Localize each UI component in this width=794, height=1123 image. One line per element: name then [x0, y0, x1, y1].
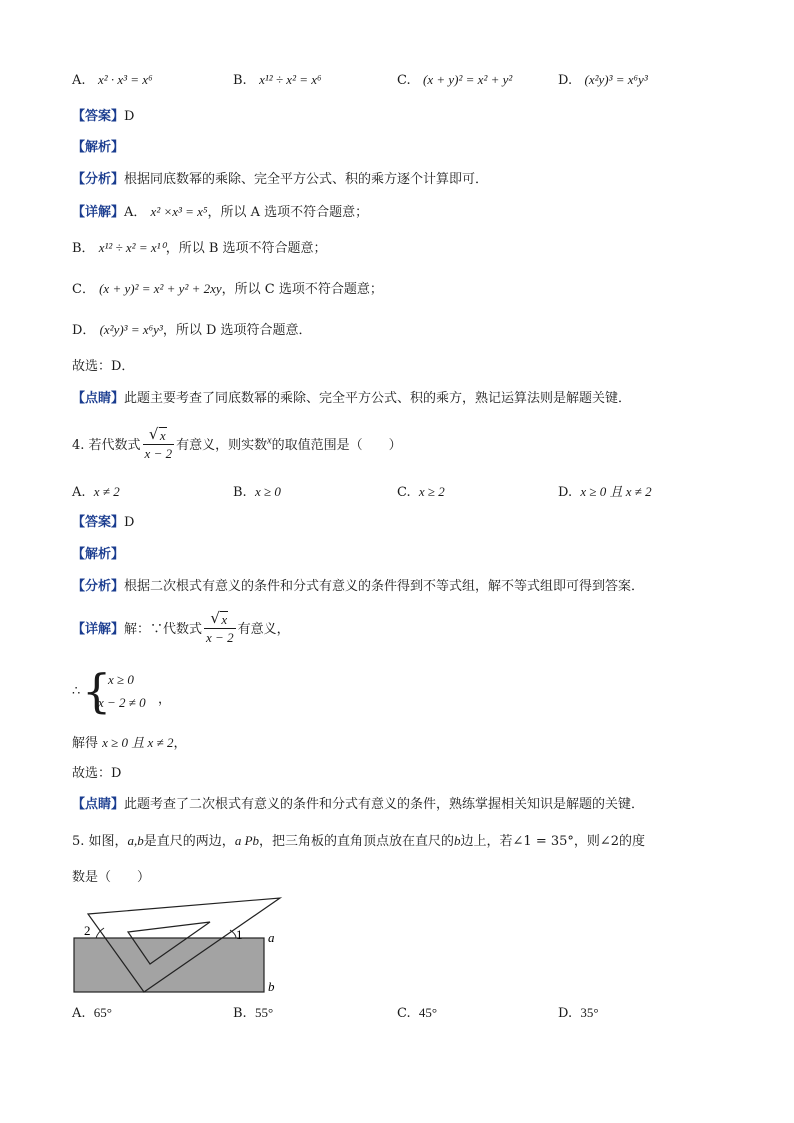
q5-figure — [60, 890, 300, 1000]
fig-label-2: 2 — [84, 923, 91, 938]
angle-2-arc — [96, 928, 104, 938]
q4-solve: 解得 x ≥ 0 且 x ≠ 2， — [72, 735, 187, 751]
q3-option-c: C. (x + y)² = x² + y² — [397, 72, 513, 88]
q5-option-b: B. 55° — [233, 1005, 274, 1021]
q3-detail-d: D． (x²y)³ = x⁶y³，所以 D 选项符合题意． — [72, 322, 312, 338]
q3-option-a-expr: x² · x³ = x⁶ — [97, 72, 153, 87]
q3-comment: 【点睛】此题主要考查了同底数幂的乘除、完全平方公式、积的乘方，熟记运算法则是解题关键． — [72, 391, 632, 406]
fig-label-1: 1 — [236, 927, 243, 942]
q4-option-d: D. x ≥ 0 且 x ≠ 2 — [558, 484, 652, 500]
q3-analysis-heading: 【解析】 — [72, 140, 125, 155]
q3-detail-c: C． (x + y)² = x² + y² + 2xy，所以 C 选项不符合题意； — [72, 281, 383, 297]
q3-option-d-expr: (x²y)³ = x⁶y³ — [584, 72, 648, 87]
q3-option-d: D. (x²y)³ = x⁶y³ — [558, 72, 648, 88]
q4-choice: 故选：D — [72, 766, 122, 781]
q5-option-c: C. 45° — [397, 1005, 438, 1021]
q3-detail-a: 【详解】A． x² ×x³ = x⁵，所以 A 选项不符合题意； — [72, 204, 369, 220]
q3-option-a: A. x² · x³ = x⁶ — [72, 72, 153, 88]
q4-option-b: B. x ≥ 0 — [233, 484, 281, 500]
q4-answer: 【答案】D — [72, 515, 135, 530]
q4-detail-fraction: √ $\frac{x}{x - 2}$ — [204, 612, 236, 647]
q4-analysis-heading: 【解析】 — [72, 547, 125, 562]
q4-comment: 【点睛】此题考查了二次根式有意义的条件和分式有意义的条件，熟练掌握相关知识是解题的关键． — [72, 797, 645, 812]
q4-fenxi: 【分析】根据二次根式有意义的条件和分式有意义的条件得到不等式组，解不等式组即可得到答案． — [72, 579, 645, 594]
fig-label-b: b — [268, 979, 275, 994]
q3-fenxi: 【分析】根据同底数幂的乘除、完全平方公式、积的乘方逐个计算即可． — [72, 172, 489, 187]
q4-stem: 4. 若代数式 √ $\frac{x}{x - 2}$ 有意义，则实数$^x$的取值范围是（ ） — [72, 428, 402, 463]
q3-answer: 【答案】D — [72, 109, 135, 124]
q4-detail: 【详解】解：∵代数式 √ $\frac{x}{x - 2}$ 有意义， — [72, 612, 290, 647]
q3-choice: 故选：D． — [72, 359, 135, 374]
fig-label-a: a — [268, 930, 275, 945]
q5-option-a: A. 65° — [72, 1005, 112, 1021]
q5-stem-line1: 5. 如图，a,b是直尺的两边，a Pb，把三角板的直角顶点放在直尺的b边上，若∠1 = 35°，则∠2的度 — [72, 833, 646, 849]
q3-option-b-expr: x¹² ÷ x² = x⁶ — [259, 72, 322, 87]
q4-option-a: A. x ≠ 2 — [72, 484, 120, 500]
q5-stem-line2: 数是（ ） — [72, 870, 151, 885]
q3-option-b: B. x¹² ÷ x² = x⁶ — [233, 72, 322, 88]
q4-fraction: √ $\frac{x}{x - 2}$ — [143, 428, 175, 463]
q4-option-c: C. x ≥ 2 — [397, 484, 445, 500]
q5-option-d: D. 35° — [558, 1005, 599, 1021]
brace-icon: { — [82, 664, 112, 718]
q3-detail-b: B． x¹² ÷ x² = x¹⁰，所以 B 选项不符合题意； — [72, 240, 327, 256]
q3-option-c-expr: (x + y)² = x² + y² — [423, 72, 513, 87]
ruler — [74, 938, 264, 992]
